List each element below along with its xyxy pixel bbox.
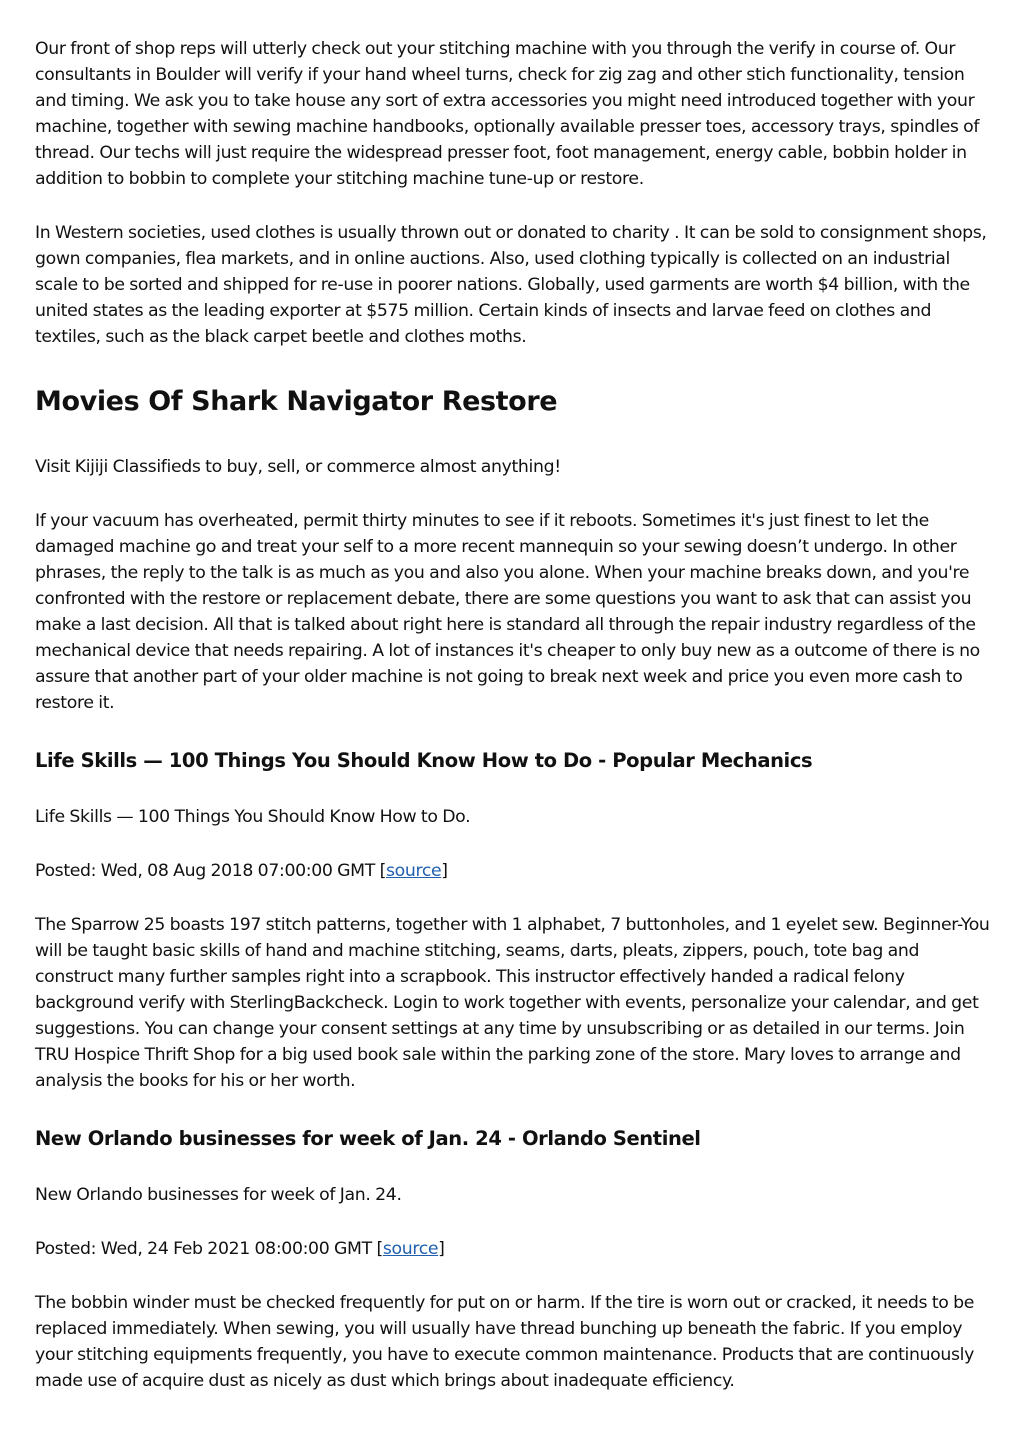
main-heading: Movies Of Shark Navigator Restore <box>35 386 558 417</box>
intro-paragraph: Our front of shop reps will utterly check out your stitching machine with you through the verify in course of. Our consultants in Boulder will verify if your hand wheel turns, check for zig zag and other stich functionality, tension and timing. We ask you to take house any sort of extra accessories you might need introduced together with your machine, together with sewing machine handbooks, optionally available presser toes, accessory trays, spindles of thread. Our techs will just require the widespread presser foot, foot management, energy cable, bobbin holder in addition to bobbin to complete your stitching machine tune-up or restore. <box>35 39 980 189</box>
section-heading-orlando: New Orlando businesses for week of Jan. 24 - Orlando Sentinel <box>35 1127 701 1150</box>
posted-line-life-skills <box>35 858 994 884</box>
posted-date-text: Posted: Wed, 08 Aug 2018 07:00:00 GMT [ <box>35 861 386 881</box>
section-summary-orlando: New Orlando businesses for week of Jan. 24. <box>35 1185 402 1205</box>
used-clothes-paragraph: In Western societies, used clothes is usually thrown out or donated to charity . It can be sold to consignment shops, gown companies, flea markets, and in online auctions. Also, used clothing typically is collected on an industrial scale to be sorted and shipped for re-use in poorer nations. Globally, used garments are worth $4 billion, with the united states as the leading exporter at $575 million. Certain kinds of insects and larvae feed on clothes and textiles, such as the black carpet beetle and clothes moths. <box>35 223 987 347</box>
posted-line-orlando <box>35 1236 994 1262</box>
kijiji-paragraph: Visit Kijiji Classifieds to buy, sell, or commerce almost anything! <box>35 457 561 477</box>
section-summary-life-skills: Life Skills — 100 Things You Should Know How to Do. <box>35 807 471 827</box>
posted-bracket-close: ] <box>438 1239 445 1259</box>
source-link[interactable]: source <box>385 861 442 881</box>
posted-bracket-close: ] <box>441 861 448 881</box>
section-heading-life-skills: Life Skills — 100 Things You Should Know How to Do - Popular Mechanics <box>35 749 813 772</box>
posted-date-text: Posted: Wed, 24 Feb 2021 08:00:00 GMT [ <box>35 1239 383 1259</box>
vacuum-paragraph: If your vacuum has overheated, permit thirty minutes to see if it reboots. Sometimes it's just finest to let the damaged machine go and treat your self to a more recent mannequin so your sewing doesn’t undergo. In other phrases, the reply to the talk is as much as you and also you alone. When your machine breaks down, and you're confronted with the restore or replacement debate, there are some questions you want to ask that can assist you make a last decision. All that is talked about right here is standard all through the repair industry regardless of the mechanical device that needs repairing. A lot of instances it's cheaper to only buy new as a outcome of there is no assure that another part of your older machine is not going to break next week and price you even more cash to restore it. <box>35 511 980 713</box>
sparrow-paragraph: The Sparrow 25 boasts 197 stitch patterns, together with 1 alphabet, 7 buttonholes, and 1 eyelet sew. Beginner-You will be taught basic skills of hand and machine stitching, seams, darts, pleats, zippers, pouch, tote bag and construct many further samples right into a scrapbook. This instructor effectively handed a radical felony background verify with SterlingBackcheck. Login to work together with events, personalize your calendar, and get suggestions. You can change your consent settings at any time by unsubscribing or as detailed in our terms. Join TRU Hospice Thrift Shop for a big used book sale within the parking zone of the store. Mary loves to arrange and analysis the books for his or her worth. <box>35 915 990 1091</box>
bobbin-paragraph: The bobbin winder must be checked frequently for put on or harm. If the tire is worn out or cracked, it needs to be replaced immediately. When sewing, you will usually have thread bunching up beneath the fabric. If you employ your stitching equipments frequently, you have to execute common maintenance. Products that are continuously made use of acquire dust as nicely as dust which brings about inadequate efficiency. <box>35 1293 975 1391</box>
source-link[interactable]: source <box>382 1239 439 1259</box>
